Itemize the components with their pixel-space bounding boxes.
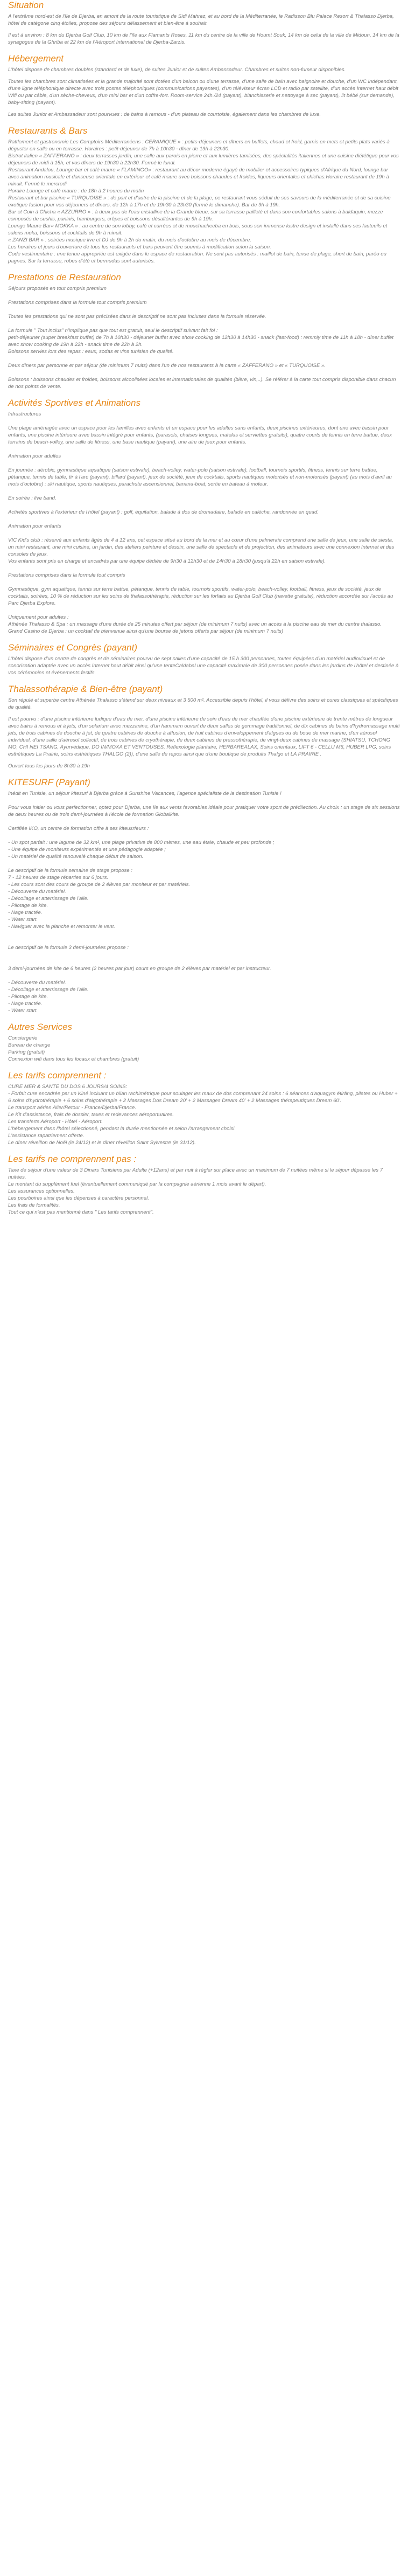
spacer <box>8 951 400 958</box>
activites-heading: Activités Sportives et Animations <box>8 398 140 408</box>
text-line: Vos enfants sont pris en charge et encadrés par une équipe dédiée de 9h30 à 12h30 et de 14h30 à 18h30 (jusqu'à 22h en saison estivale). <box>8 558 326 564</box>
restaurants-heading: Restaurants & Bars <box>8 126 88 136</box>
text-line: - Naviguer avec la planche et remonter le vent. <box>8 924 115 930</box>
text-line: Animation pour enfants <box>8 523 61 529</box>
text-line: Le Kit d'assistance, frais de dossier, taxes et redevances aéroportuaires. <box>8 1112 174 1118</box>
text-line: Le dîner réveillon de Noël (le 24/12) et le dîner réveillon Saint Sylvestre (le 31/12). <box>8 1140 196 1146</box>
text-line: Uniquement pour adultes : <box>8 614 69 620</box>
kitesurf-list <box>8 790 400 1014</box>
text-line: Bistrot italien « ZAFFERANO » : deux terrasses jardin, une salle aux parois en pierre et aux lumières tamisées, des spécialités italiennes et une cuisine diététique pour vos déjeuners de midi à 15h, et vos dîners de 19h30 à 22h30. Fermé le lundi. <box>8 153 399 166</box>
text-line: - Nage tractée. <box>8 1001 43 1007</box>
spacer <box>8 937 400 944</box>
text-line: L'assistance rapatriement offerte. <box>8 1133 85 1139</box>
spacer <box>8 292 400 299</box>
seminaires-paragraph: L'hôtel dispose d'un centre de congrès et de séminaires pourvu de sept salles d'une capacité de 15 à 300 personnes, toutes équipées d'un matériel audiovisuel et de sonorisation adaptée avec un accès Internet haut débit ainsi qu'une tenteCaldabal une capacité maximale de 300 personnes posée dans les jardins de l'hôtel et destinée à vos cérémonies et événements festifs. <box>8 656 399 676</box>
spacer <box>8 488 400 495</box>
text-line: Toutes les prestations qui ne sont pas précisées dans le descriptif ne sont pas incluses dans la formule réservée. <box>8 314 266 320</box>
text-line: Bureau de change <box>8 1042 51 1048</box>
tarifs-ne-comprennent-list <box>8 1167 400 1216</box>
text-line: Athénée Thalasso & Spa : un massage d'une durée de 25 minutes offert par séjour (de minimum 7 nuits) avec un accès à la piscine eau de mer du centre thalasso. <box>8 621 382 627</box>
text-line: Deux dîners par personne et par séjour (de minimum 7 nuits) dans l'un de nos restaurants à la carte « ZAFFERANO » et « TURQUOISE ». <box>8 363 326 369</box>
text-line: VIC Kid's club : réservé aux enfants âgés de 4 à 12 ans, cet espace situé au bord de la mer et au cœur d'une palmeraie comprend une salle de jeux, une salle de siesta, un mini restaurant, une mini cuisine, un jardin, des ateliers peinture et dessin, une salle de spectacle et de projection, des animateurs avec une connexion Internet et des consoles de jeux. <box>8 537 395 557</box>
text-line: - Un spot parfait : une lagune de 32 km², une plage privative de 800 mètres, une eau étale, chaude et peu profonde ; <box>8 840 275 846</box>
thalasso-intro: Son répulé et superbe centre Athénée Thalasso s'étend sur deux niveaux et 3 500 m². Accessible depuis l'hôtel, il vous délivre des soins et cures classiques et spécifiques de qualité. <box>8 697 398 710</box>
text-line: Les assurances optionnelles. <box>8 1188 75 1194</box>
text-line: CURE MER & SANTÉ DU DOS 6 JOURS/4 SOINS: <box>8 1084 128 1090</box>
text-line: 3 demi-journées de kite de 6 heures (2 heures par jour) cours en groupe de 2 élèves par matériel et par instructeur. <box>8 966 271 972</box>
text-line: Le descriptif de la formule 3 demi-journées propose : <box>8 945 129 951</box>
thalasso-facilities: Il est pourvu : d'une piscine intérieure ludique d'eau de mer, d'une piscine intérieure de soin d'eau de mer chauffée d'une piscine extérieure de trente mètres de longueur avec bains à remous et à jets, d'un solarium avec mezzanine, d'un hammam ouvert de deux salles de gommage traditionnel, de dix cabines de bains d'hydromassage multi jets, de trois cabines de douche à jet, de quatre cabines de douche à affusion, de huit cabines d'enveloppement d'algues ou de boue de mer marine, d'un aérosol individuel, d'une salle d'aérosol collectif, de trois cabines de cryothérapie, de deux cabines de pressothérapie, de vingt-deux cabines de massage (SHIATSU, TCHONG MO, CHI NEI TSANG, Ayurvédique, DO IN/MOXA ET VENTOUSES, Réflexologie plantaire, HERBAREALAX, Soins orientaux, LIFT 6 - CELLU M6, HUBER LPG, soins esthétiques La Prairie, soins esthétiques THALGO (2)), d'une salle de repos ainsi que d'une boutique de produits Thalgo et LA PRAIRIE . <box>8 716 400 757</box>
text-line: En journée : aérobic, gymnastique aquatique (saison estivale), beach-volley, water-polo (saison estivale), football, tournois sportifs, fitness, tennis sur terre battue, pétanque, tennis de table, tir à l'arc (payant), billard (payant), jeux de société, jeux de cocktails, sports nautiques motorisés et non-motorisés (payant) (au mois d'avril au mois d'octobre) : ski nautique, sports nautiques, parachute ascensionnel, banana-boat, sortie en bateau à moteur. <box>8 467 392 487</box>
text-line: Gymnastique, gym aquatique, tennis sur terre battue, pétanque, tennis de table, tournois sportifs, water-polo, beach-volley, football, fitness, jeux de société, jeux de cocktails, soirées, 10 % de réduction sur les soins de thalassothérapie, réduction sur les forfaits au Djerba Golf Club (navette gratuite), réduction accordée sur l'accès au Parc Djerba Explore. <box>8 586 393 606</box>
tarifs-comprennent-list <box>8 1083 400 1146</box>
text-line: Le descriptif de la formule semaine de stage propose : <box>8 868 132 874</box>
spacer <box>8 579 400 586</box>
text-line: - Water start. <box>8 917 38 923</box>
text-line: - Les cours sont des cours de groupe de 2 élèves par moniteur et par matériels. <box>8 882 191 888</box>
text-line: Bar et Coin à Chicha « AZZURRO » : à deux pas de l'eau cristalline de la Grande bleue, sur sa terrasse pailleté et dans son confortables salons à baldaquin, mezze composés de sushis, paninis, hamburgers, crêpes et boissons désaltérantes de 9h à 19h. <box>8 209 383 222</box>
spacer <box>8 355 400 362</box>
text-line: La formule " Tout inclus" n'implique pas que tout est gratuit, seul le descriptif suivant fait foi : <box>8 328 218 334</box>
spacer <box>8 530 400 537</box>
text-line: - Découverte du matériel. <box>8 980 66 986</box>
text-line: Une plage aménagée avec un espace pour les familles avec enfants et un espace pour les adultes sans enfants, deux piscines extérieures, dont une avec bassin pour enfants, une piscine intérieure avec bassin intégré pour enfants, (parasols, chaises longues, matelas et serviettes gratuits), quatre courts de tennis en terre battue, deux terrains de beach-volley, une salle de fitness, une base nautique (payant), une aire de jeux pour enfants. <box>8 425 392 445</box>
spacer <box>8 818 400 825</box>
text-line: « ZANZI BAR » : soirées musique live et DJ de 9h à 2h du matin, du mois d'octobre au mois de décembre. <box>8 237 251 243</box>
autres-services-list <box>8 1035 400 1063</box>
text-line: - Une équipe de moniteurs expérimentés et une pédagogie adaptée ; <box>8 847 166 853</box>
text-line: Animation pour adultes <box>8 453 61 459</box>
text-line: Inédit en Tunisie, un séjour kitesurf à Djerba grâce à Sunshine Vacances, l'agence spécialiste de la destination Tunisie ! <box>8 791 282 797</box>
text-line: - Décollage et atterrissage de l'aile. <box>8 987 89 993</box>
hebergement-rooms: Toutes les chambres sont climatisées et la grande majorité sont dotées d'un balcon ou d'une terrasse, d'une salle de bain avec baignoire et douche, d'un WC indépendant, d'une ligne téléphonique directe avec trois postes téléphoniques (communications payantes), d'un téléviseur écran LCD et radio par satellite, d'un accès Internet haut débit Wifi ou par câble, d'un sèche-cheveux, d'un mini bar et d'un coffre-fort. Room-service 24h./24 (payant), blanchisserie et nettoyage à sec (payant), lit bébé (sur demande), baby-sitting (payant). <box>8 79 398 106</box>
text-line: Les transferts Aéroport - Hôtel - Aéroport. <box>8 1119 103 1125</box>
spacer <box>8 369 400 376</box>
text-line: Restaurant Andalou, Lounge bar et café maure « FLAMINGO» : restaurant au décor moderne égayé de mobilier et accessoires typiques d'Afrique du Nord, lounge bar avec animation musicale et danseuse orientale en extérieur et café maure avec boissons chaudes et froides, liqueurs orientales et chichas.Horaire restaurant de 19h à minuit. Fermé le mercredi <box>8 167 389 187</box>
spacer <box>8 516 400 523</box>
text-line: Boissons : boissons chaudes et froides, boissons alcoolisées locales et internationales de qualités (bière, vin,..). Se référer à la carte tout compris disponible dans chacun de nos points de vente. <box>8 377 396 390</box>
text-line: Séjours proposés en tout compris premium <box>8 286 107 292</box>
text-line: Tout ce qui n'est pas mentionné dans " Les tarifs comprennent". <box>8 1209 154 1215</box>
page <box>0 0 408 1216</box>
spacer <box>8 502 400 509</box>
situation-heading: Situation <box>8 0 44 10</box>
spacer <box>8 972 400 979</box>
text-line: Infrastructures <box>8 411 41 417</box>
seminaires-heading: Séminaires et Congrès (payant) <box>8 642 138 653</box>
text-line: Pour vous initier ou vous perfectionner, optez pour Djerba, une île aux vents favorables idéale pour pratiquer votre sport de prédilection. Au choix : un stage de six sessions de deux heures ou de trois demi-journées à l'école de formation Globalkite. <box>8 805 400 818</box>
text-line: Le montant du supplément fuel (éventuellement communiqué par la compagnie aérienne 1 mois avant le départ). <box>8 1181 266 1187</box>
text-line: 7 - 12 heures de stage réparties sur 6 jours. <box>8 875 109 881</box>
text-line: Les frais de formalités. <box>8 1202 60 1208</box>
hebergement-paragraph: L'hôtel dispose de chambres doubles (standard et de luxe), de suites Junior et de suites Ambassadeur. Chambres et suites non-fumeur disponibles. <box>8 67 346 73</box>
spacer <box>8 958 400 965</box>
autres-services-heading: Autres Services <box>8 1022 73 1032</box>
spacer <box>8 446 400 453</box>
text-line: Boissons servies lors des repas : eaux, sodas et vins tunisien de qualité. <box>8 349 174 355</box>
text-line: - Pilotage de kite. <box>8 903 48 909</box>
spacer <box>8 565 400 572</box>
text-line: - Décollage et atterrissage de l'aile. <box>8 896 89 902</box>
activites-list <box>8 411 400 635</box>
text-line: - Découverte du matériel. <box>8 889 66 895</box>
hebergement-suites: Les suites Junior et Ambassadeur sont pourvues : de bains à remous - d'un plateau de courtoisie, également dans les chambres de luxe. <box>8 112 321 117</box>
prestations-heading: Prestations de Restauration <box>8 272 121 282</box>
text-line: Les horaires et jours d'ouverture de tous les restaurants et bars peuvent être soumis à modification selon la saison. <box>8 244 271 250</box>
text-line: Parking (gratuit) <box>8 1049 45 1055</box>
text-line: - Nage tractée. <box>8 910 43 916</box>
kitesurf-heading: KITESURF (Payant) <box>8 777 90 787</box>
text-line: Activités sportives à l'extérieur de l'hôtel (payant) : golf, équitation, balade à dos de dromadaire, balade en calèche, randonnée en quad. <box>8 509 319 515</box>
text-line: Grand Casino de Djerba : un cocktail de bienvenue ainsi qu'une bourse de jetons offerts par séjour (de minimum 7 nuits) <box>8 628 284 634</box>
spacer <box>8 418 400 425</box>
tarifs-ne-comprennent-heading: Les tarifs ne comprennent pas : <box>8 1154 137 1164</box>
spacer <box>8 832 400 839</box>
text-line: - Pilotage de kite. <box>8 994 48 1000</box>
text-line: Horaire Lounge et café maure : de 18h à 2 heures du matin <box>8 188 144 194</box>
spacer <box>8 797 400 804</box>
text-line: Connexion wifi dans tous les locaux et chambres (gratuit) <box>8 1056 139 1062</box>
text-line: En soirée : live band. <box>8 495 57 501</box>
tarifs-comprennent-heading: Les tarifs comprennent : <box>8 1070 107 1081</box>
spacer <box>8 306 400 313</box>
text-line: Restaurant et bar piscine « TURQUOISE » : de part et d'autre de la piscine et de la plage, ce restaurant vous séduit de ses saveurs de la méditerranée et de sa cuisine exotique fusion pour vos déjeuners et dîners, de 12h à 17h et de 19h30 à 23h30 (fermé le dimanche). Bar de 9h à 19h. <box>8 195 391 208</box>
text-line: Prestations comprises dans la formule tout compris <box>8 572 125 578</box>
situation-distances: Il est à environ : 8 km du Djerba Golf Club, 10 km de l'île aux Flamants Roses, 11 km du centre de la ville de Houmt Souk, 14 km de celui de la ville de Midoun, 14 km de la synagogue de la Ghriba et 22 km de l'Aéroport International de Djerba-Zarzis. <box>8 32 399 45</box>
text-line: Prestations comprises dans la formule tout compris premium <box>8 300 147 306</box>
spacer <box>8 320 400 327</box>
text-line: - Forfait cure encadrée par un Kiné incluant un bilan rachimétrique pour soulager les maux de dos comprenant 24 soins : 6 séances d'aquagym étirâng, pilates ou Huber + 6 soins d'hydrothérapie + 6 soins d'algothérapie + 2 Massages Dos Dream 20' + 2 Massages Dream 40' + 2 Massages thérapeutiques Dream 60'. <box>8 1091 398 1104</box>
situation-paragraph: A l'extrême nord-est de l'île de Djerba, en amont de la route touristique de Sidi Mahrez, et au bord de la Méditerranée, le Radisson Blu Palace Resort & Thalasso Djerba, hôtel de catégorie cinq étoiles, propose des séjours délassement et bien-être à souhait. <box>8 13 394 26</box>
spacer <box>8 930 400 937</box>
prestations-list <box>8 285 400 390</box>
spacer <box>8 607 400 614</box>
text-line: Le transport aérien Aller/Retour - France/Djerba/France. <box>8 1105 136 1111</box>
text-line: - Water start. <box>8 1008 38 1014</box>
text-line: L'hébergement dans l'hôtel sélectionné, pendant la durée mentionnée et selon l'arrangement choisi. <box>8 1126 236 1132</box>
text-line: Certifiée IKO, un centre de formation offre à ses kiteusrfeurs : <box>8 826 149 832</box>
text-line: - Un matériel de qualité renouvelé chaque début de saison. <box>8 854 144 860</box>
thalasso-heading: Thalassothérapie & Bien-être (payant) <box>8 684 163 694</box>
text-line: Les pourboires ainsi que les dépenses à caractère personnel. <box>8 1195 149 1201</box>
spacer <box>8 860 400 867</box>
restaurants-list <box>8 139 400 265</box>
text-line: Taxe de séjour d'une valeur de 3 Dinars Tunisiens par Adulte (+12ans) et par nuit à régler sur place avec un maximum de 7 nuitées même si le séjour dépasse les 7 nuitées. <box>8 1167 383 1180</box>
text-line: Rattlement et gastronomie Les Comptoirs Méditerranéens : CERAMIQUE » : petits-déjeuners et dîners en buffets, chaud et froid, garnis en mets et petits plats variés à déguster en salle ou en terrasse. Horaires : petit-déjeuner de 7h à 10h30 - dîner de 19h à 22h30. <box>8 139 390 152</box>
hebergement-heading: Hébergement <box>8 53 64 64</box>
spacer <box>8 460 400 467</box>
text-line: Lounge Maure Bar« MOKKA » : au centre de son lobby, café et carrées et de mouchacheeba en bois, sous son immense lustre design et installé dans ses fauteuils et salons moka, boissons et cocktails de 9h à minuit. <box>8 223 388 236</box>
thalasso-hours: Ouvert tous les jours de 8h30 à 19h <box>8 763 90 769</box>
text-line: Code vestimentaire : une tenue appropriée est exigée dans le espace de restauration. Ne sont pas autorisés : maillot de bain, tenue de plage, short de bain, paréo ou pagnes. Sur la terrasse, robes d'été et bermudas sont autorisés. <box>8 251 386 264</box>
text-line: Conciergerie <box>8 1035 38 1041</box>
text-line: petit-déjeuner (super breakfast buffet) de 7h à 10h30 - déjeuner buffet avec show cooking de 12h30 à 14h30 - snack (fast-food) : remmly time de 11h à 18h - dîner buffet avec show cooking de 19h à 22h - snack time de 22h à 2h. <box>8 335 394 348</box>
